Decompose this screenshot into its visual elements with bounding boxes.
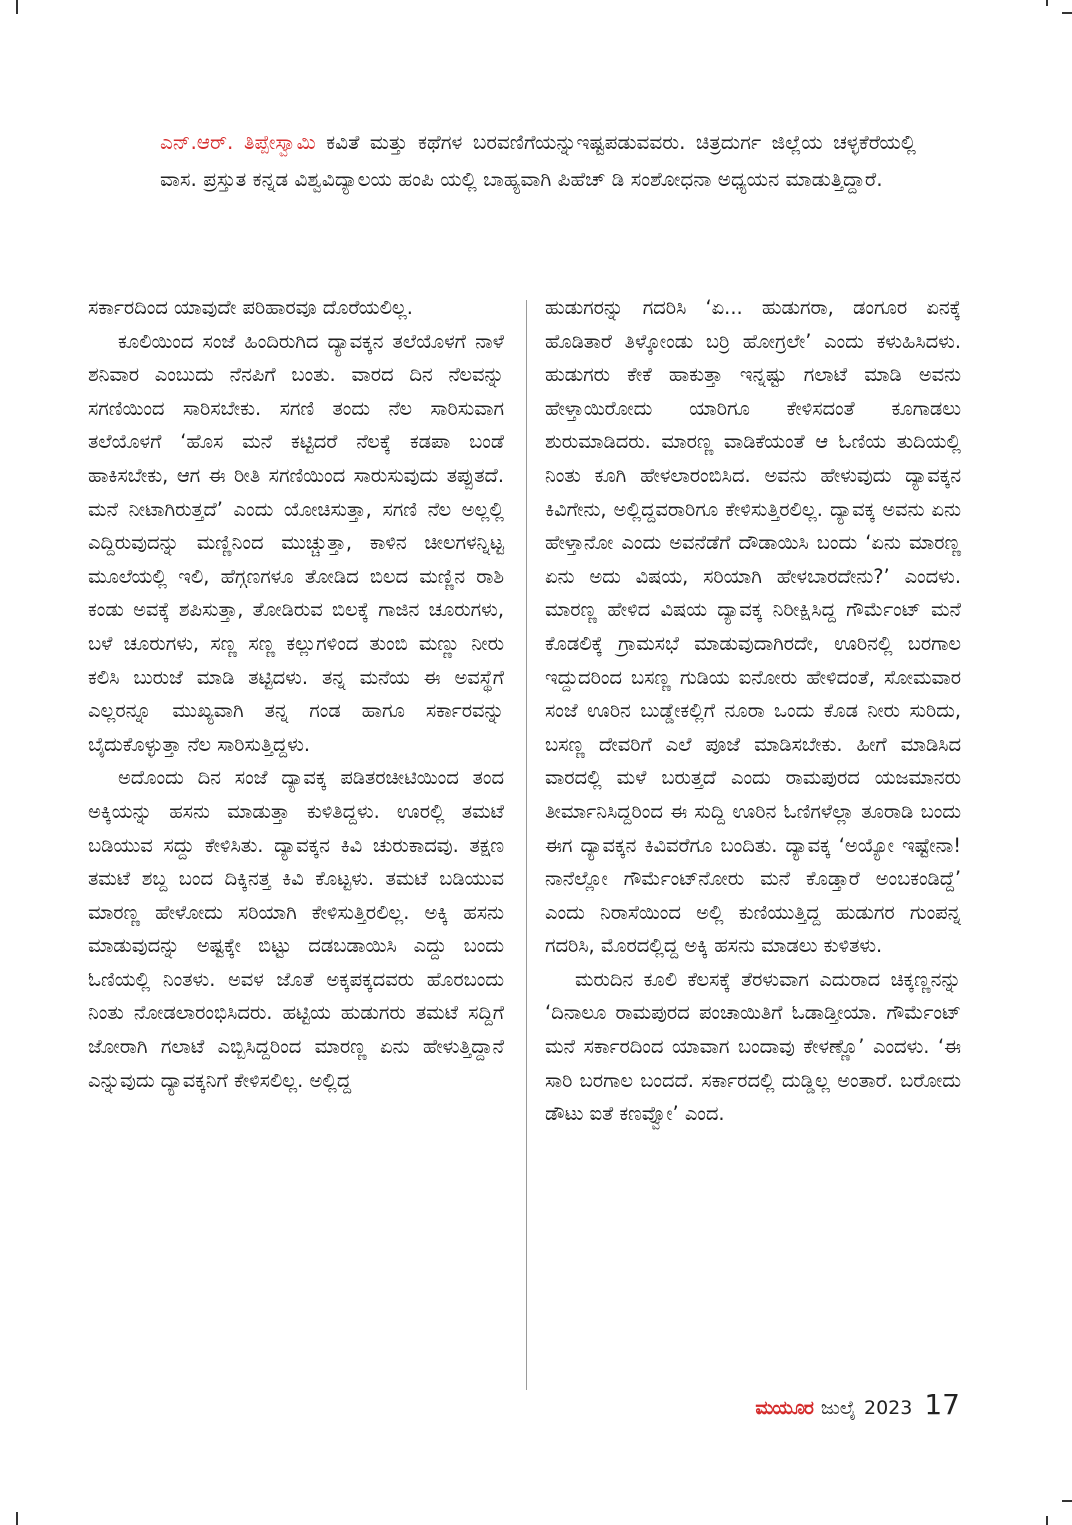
crop-mark-right-upper — [1062, 12, 1072, 14]
page-number: 17 — [924, 1388, 960, 1421]
paragraph: ಸರ್ಕಾರದಿಂದ ಯಾವುದೇ ಪರಿಹಾರವೂ ದೊರೆಯಲಿಲ್ಲ. — [88, 296, 413, 319]
author-bio — [160, 124, 916, 198]
crop-mark-bottom-right — [1046, 1516, 1048, 1525]
paragraph: ಅದೊಂದು ದಿನ ಸಂಜೆ ದ್ಯಾವಕ್ಕ ಪಡಿತರಚೀಟಿಯಿಂದ ತಂದ ಅಕ್ಕಿಯನ್ನು ಹಸನು ಮಾಡುತ್ತಾ ಕುಳಿತಿದ್ದಳು. ಊರಲ್ಲಿ ತಮಟೆ ಬಡಿಯುವ ಸದ್ದು ಕೇಳಿಸಿತು. ದ್ಯಾವಕ್ಕನ ಕಿವಿ ಚುರುಕಾದವು. ತಕ್ಷಣ ತಮಟೆ ಶಬ್ದ ಬಂದ ದಿಕ್ಕಿನತ್ತ ಕಿವಿ ಕೊಟ್ಟಳು. ತಮಟೆ ಬಡಿಯುವ ಮಾರಣ್ಣ ಹೇಳೋದು ಸರಿಯಾಗಿ ಕೇಳಿಸುತ್ತಿರಲಿಲ್ಲ. ಅಕ್ಕಿ ಹಸನು ಮಾಡುವುದನ್ನು ಅಷ್ಟಕ್ಕೇ ಬಿಟ್ಟು ದಡಬಡಾಯಿಸಿ ಎದ್ದು ಬಂದು ಓಣಿಯಲ್ಲಿ ನಿಂತಳು. ಅವಳ ಜೊತೆ ಅಕ್ಕಪಕ್ಕದವರು ಹೊರಬಂದು ನಿಂತು ನೋಡಲಾರಂಭಿಸಿದರು. ಹಟ್ಟಿಯ ಹುಡುಗರು ತಮಟೆ ಸದ್ದಿಗೆ ಜೋರಾಗಿ ಗಲಾಟೆ ಎಬ್ಬಿಸಿದ್ದರಿಂದ ಮಾರಣ್ಣ ಏನು ಹೇಳುತ್ತಿದ್ದಾನೆ ಎನ್ನುವುದು ದ್ಯಾವಕ್ಕನಿಗೆ ಕೇಳಿಸಲಿಲ್ಲ. ಅಲ್ಲಿದ್ದ — [88, 766, 504, 1092]
paragraph: ಮರುದಿನ ಕೂಲಿ ಕೆಲಸಕ್ಕೆ ತೆರಳುವಾಗ ಎದುರಾದ ಚಿಕ್ಕಣ್ಣನನ್ನು ‘ದಿನಾಲೂ ರಾಮಪುರದ ಪಂಚಾಯಿತಿಗೆ ಓಡಾಡ್ತೀಯಾ. ಗೌರ್ಮೆಂಟ್ ಮನೆ ಸರ್ಕಾರದಿಂದ ಯಾವಾಗ ಬಂದಾವು ಕೇಳಣ್ಣೊ’ ಎಂದಳು. ‘ಈ ಸಾರಿ ಬರಗಾಲ ಬಂದದೆ. ಸರ್ಕಾರದಲ್ಲಿ ದುಡ್ಡಿಲ್ಲ ಅಂತಾರೆ. ಬರೋದು ಡೌಟು ಐತೆ ಕಣವ್ವೋ’ ಎಂದ. — [545, 967, 961, 1126]
crop-mark-top-left — [16, 0, 18, 14]
issue-month: ಜುಲೈ — [820, 1397, 856, 1419]
issue-year: 2023 — [864, 1397, 913, 1419]
author-name: ಎನ್.ಆರ್. ತಿಪ್ಪೇಸ್ವಾಮಿ — [160, 130, 316, 154]
column-divider — [526, 300, 527, 1390]
article-column-left — [88, 291, 504, 1097]
crop-mark-bottom-left — [16, 1512, 18, 1525]
crop-mark-right-lower — [1062, 1500, 1072, 1502]
crop-mark-top-right — [1046, 0, 1048, 6]
paragraph: ಕೂಲಿಯಿಂದ ಸಂಜೆ ಹಿಂದಿರುಗಿದ ದ್ಯಾವಕ್ಕನ ತಲೆಯೊಳಗೆ ನಾಳೆ ಶನಿವಾರ ಎಂಬುದು ನೆನಪಿಗೆ ಬಂತು. ವಾರದ ದಿನ ನೆಲವನ್ನು ಸಗಣಿಯಿಂದ ಸಾರಿಸಬೇಕು. ಸಗಣಿ ತಂದು ನೆಲ ಸಾರಿಸುವಾಗ ತಲೆಯೊಳಗೆ ‘ಹೊಸ ಮನೆ ಕಟ್ಟಿದರೆ ನೆಲಕ್ಕೆ ಕಡಪಾ ಬಂಡೆ ಹಾಕಿಸಬೇಕು, ಆಗ ಈ ರೀತಿ ಸಗಣಿಯಿಂದ ಸಾರುಸುವುದು ತಪ್ಪುತದೆ. ಮನೆ ನೀಟಾಗಿರುತ್ತದೆ’ ಎಂದು ಯೋಚಿಸುತ್ತಾ, ಸಗಣಿ ನೆಲ ಅಲ್ಲಲ್ಲಿ ಎದ್ದಿರುವುದನ್ನು ಮಣ್ಣಿನಿಂದ ಮುಚ್ಚುತ್ತಾ, ಕಾಳಿನ ಚೀಲಗಳನ್ನಿಟ್ಟ ಮೂಲೆಯಲ್ಲಿ ಇಲಿ, ಹೆಗ್ಗಣಗಳೂ ತೋಡಿದ ಬಿಲದ ಮಣ್ಣಿನ ರಾಶಿ ಕಂಡು ಅವಕ್ಕೆ ಶಪಿಸುತ್ತಾ, ತೋಡಿರುವ ಬಿಲಕ್ಕೆ ಗಾಜಿನ ಚೂರುಗಳು, ಬಳೆ ಚೂರುಗಳು, ಸಣ್ಣ ಸಣ್ಣ ಕಲ್ಲುಗಳಿಂದ ತುಂಬಿ ಮಣ್ಣು ನೀರು ಕಲಿಸಿ ಬುರುಜೆ ಮಾಡಿ ತಟ್ಟಿದಳು. ತನ್ನ ಮನೆಯ ಈ ಅವಸ್ಥೆಗೆ ಎಲ್ಲರನ್ನೂ ಮುಖ್ಯವಾಗಿ ತನ್ನ ಗಂಡ ಹಾಗೂ ಸರ್ಕಾರವನ್ನು ಬೈದುಕೊಳ್ಳುತ್ತಾ ನೆಲ ಸಾರಿಸುತ್ತಿದ್ದಳು. — [88, 329, 504, 756]
magazine-logo: ಮಯೂರ — [755, 1397, 813, 1419]
page-footer — [755, 1388, 960, 1421]
article-column-right — [545, 291, 961, 1131]
paragraph: ಹುಡುಗರನ್ನು ಗದರಿಸಿ ‘ಏ... ಹುಡುಗರಾ, ಡಂಗೂರ ಏನಕ್ಕೆ ಹೊಡಿತಾರೆ ತಿಳ್ಕೋಂಡು ಬರ್ರಿ ಹೋಗ್ರಲೇ’ ಎಂದು ಕಳುಹಿಸಿದಳು. ಹುಡುಗರು ಕೇಕೆ ಹಾಕುತ್ತಾ ಇನ್ನಷ್ಟು ಗಲಾಟೆ ಮಾಡಿ ಅವನು ಹೇಳ್ತಾಯಿರೋದು ಯಾರಿಗೂ ಕೇಳಿಸದಂತೆ ಕೂಗಾಡಲು ಶುರುಮಾಡಿದರು. ಮಾರಣ್ಣ ವಾಡಿಕೆಯಂತೆ ಆ ಓಣಿಯ ತುದಿಯಲ್ಲಿ ನಿಂತು ಕೂಗಿ ಹೇಳಲಾರಂಬಿಸಿದ. ಅವನು ಹೇಳುವುದು ದ್ಯಾವಕ್ಕನ ಕಿವಿಗೇನು, ಅಲ್ಲಿದ್ದವರಾರಿಗೂ ಕೇಳಿಸುತ್ತಿರಲಿಲ್ಲ. ದ್ಯಾವಕ್ಕ ಅವನು ಏನು ಹೇಳ್ತಾನೋ ಎಂದು ಅವನೆಡೆಗೆ ದೌಡಾಯಿಸಿ ಬಂದು ‘ಏನು ಮಾರಣ್ಣ ಏನು ಅದು ವಿಷಯ, ಸರಿಯಾಗಿ ಹೇಳಬಾರದೇನು?’ ಎಂದಳು. ಮಾರಣ್ಣ ಹೇಳಿದ ವಿಷಯ ದ್ಯಾವಕ್ಕ ನಿರೀಕ್ಷಿಸಿದ್ದ ಗೌರ್ಮೆಂಟ್ ಮನೆ ಕೊಡಲಿಕ್ಕೆ ಗ್ರಾಮಸಭೆ ಮಾಡುವುದಾಗಿರದೇ, ಊರಿನಲ್ಲಿ ಬರಗಾಲ ಇದ್ದುದರಿಂದ ಬಸಣ್ಣ ಗುಡಿಯ ಐನೋರು ಹೇಳಿದಂತೆ, ಸೋಮವಾರ ಸಂಜೆ ಊರಿನ ಬುಡ್ಡೇಕಲ್ಲಿಗೆ ನೂರಾ ಒಂದು ಕೊಡ ನೀರು ಸುರಿದು, ಬಸಣ್ಣ ದೇವರಿಗೆ ಎಲೆ ಪೂಜೆ ಮಾಡಿಸಬೇಕು. ಹೀಗೆ ಮಾಡಿಸಿದ ವಾರದಲ್ಲಿ ಮಳೆ ಬರುತ್ತದೆ ಎಂದು ರಾಮಪುರದ ಯಜಮಾನರು ತೀರ್ಮಾನಿಸಿದ್ದರಿಂದ ಈ ಸುದ್ದಿ ಊರಿನ ಓಣಿಗಳೆಲ್ಲಾ ತೂರಾಡಿ ಬಂದು ಈಗ ದ್ಯಾವಕ್ಕನ ಕಿವಿವರೆಗೂ ಬಂದಿತು. ದ್ಯಾವಕ್ಕ ‘ಅಯ್ಯೋ ಇಷ್ಟೇನಾ! ನಾನೆಲ್ಲೋ ಗೌರ್ಮೆಂಟ್‌ನೋರು ಮನೆ ಕೊಡ್ತಾರೆ ಅಂಬಕಂಡಿದ್ದೆ’ ಎಂದು ನಿರಾಸೆಯಿಂದ ಅಲ್ಲಿ ಕುಣಿಯುತ್ತಿದ್ದ ಹುಡುಗರ ಗುಂಪನ್ನ ಗದರಿಸಿ, ಮೊರದಲ್ಲಿದ್ದ ಅಕ್ಕಿ ಹಸನು ಮಾಡಲು ಕುಳಿತಳು. — [545, 296, 961, 958]
author-bio-text: ಕವಿತೆ ಮತ್ತು ಕಥೆಗಳ ಬರವಣಿಗೆಯನ್ನುಇಷ್ಟಪಡುವವರು. ಚಿತ್ರದುರ್ಗ ಜಿಲ್ಲೆಯ ಚಳ್ಳಕೆರೆಯಲ್ಲಿ ವಾಸ. ಪ್ರಸ್ತುತ ಕನ್ನಡ ವಿಶ್ವವಿದ್ಯಾಲಯ ಹಂಪಿ ಯಲ್ಲಿ ಬಾಹ್ಯವಾಗಿ ಪಿಹೆಚ್ ಡಿ ಸಂಶೋಧನಾ ಅಧ್ಯಯನ ಮಾಡುತ್ತಿದ್ದಾರೆ. — [160, 130, 916, 191]
